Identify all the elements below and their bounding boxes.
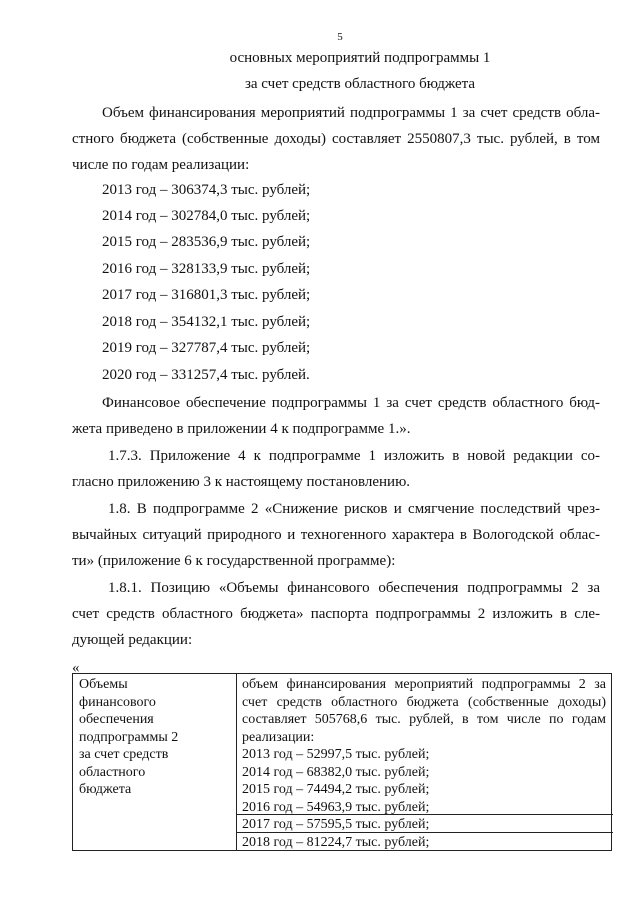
left-cell-line: финансового [79, 694, 156, 710]
text-line: 1.8. В подпрограмме 2 «Снижение рисков и смягчение последствий чрез- [108, 501, 600, 517]
section-heading-line-2: за счет средств областного бюджета [244, 76, 476, 92]
paragraph-1-8-1 [72, 575, 600, 653]
left-cell-line: подпрограммы 2 [79, 729, 179, 745]
section-heading-line-1: основных мероприятий подпрограммы 1 [229, 50, 491, 66]
row-rule [236, 814, 613, 815]
table-right-cell [242, 676, 606, 851]
column-divider [236, 674, 237, 850]
right-cell-year-line: 2013 год – 52997,5 тыс. рублей; [242, 747, 430, 762]
right-cell-year-line: 2017 год – 57595,5 тыс. рублей; [242, 817, 430, 832]
year-line-2017: 2017 год – 316801,3 тыс. рублей; [102, 287, 311, 303]
year-line-2019: 2019 год – 327787,4 тыс. рублей; [102, 340, 311, 356]
left-cell-line: за счет средств [79, 747, 169, 762]
opening-quote-mark: « [72, 660, 80, 676]
paragraph-1-7-3 [72, 443, 600, 495]
year-line-2014: 2014 год – 302784,0 тыс. рублей; [102, 208, 311, 224]
paragraph-support [72, 390, 600, 442]
year-line-2016: 2016 год – 328133,9 тыс. рублей; [102, 261, 311, 277]
year-line-2020: 2020 год – 331257,4 тыс. рублей. [102, 367, 310, 383]
year-line-2015: 2015 год – 283536,9 тыс. рублей; [102, 234, 311, 250]
right-cell-year-line: 2014 год – 68382,0 тыс. рублей; [242, 764, 430, 780]
text-line: счет средств областного бюджета» паспорта подпрограммы 2 изложить в сле- [72, 606, 600, 622]
text-line: 1.8.1. Позицию «Объемы финансового обеспечения подпрограммы 2 за [108, 580, 600, 596]
text-line: гласно приложению 3 к настоящему постановлению. [72, 474, 411, 490]
text-line: Финансовое обеспечение подпрограммы 1 за счет средств областного бюд- [102, 395, 600, 411]
left-cell-line: обеспечения [79, 712, 154, 727]
right-cell-line: объем финансирования мероприятий подпрограммы 2 за [242, 677, 606, 692]
text-line: жета приведено в приложении 4 к подпрограмме 1.». [72, 421, 411, 437]
page-number: 5 [337, 31, 343, 43]
text-line: вычайных ситуаций природного и техногенного характера в Вологодской облас- [72, 527, 600, 543]
left-cell-line: Объемы [79, 677, 128, 692]
left-cell-line: бюджета [79, 782, 132, 797]
text-line: Объем финансирования мероприятий подпрограммы 1 за счет средств обла- [102, 105, 600, 121]
text-line: числе по годам реализации: [72, 157, 250, 173]
text-line: стного бюджета (собственные доходы) составляет 2550807,3 тыс. рублей, в том [72, 131, 600, 147]
table-left-cell [79, 676, 229, 799]
right-cell-year-line: 2016 год – 54963,9 тыс. рублей; [242, 799, 430, 815]
right-cell-line: составляет 505768,6 тыс. рублей, в том числе по годам [242, 712, 606, 727]
paragraph-financing [72, 100, 600, 178]
year-line-2018: 2018 год – 354132,1 тыс. рублей; [102, 314, 311, 330]
text-line: ти» (приложение 6 к государственной программе): [72, 553, 396, 569]
financing-table [72, 673, 612, 851]
right-cell-year-line: 2015 год – 74494,2 тыс. рублей; [242, 782, 430, 797]
right-cell-line: счет средств областного бюджета (собственные доходы) [242, 694, 606, 710]
text-line: дующей редакции: [72, 632, 193, 648]
paragraph-1-8 [72, 496, 600, 574]
left-cell-line: областного [79, 764, 146, 780]
row-rule [236, 832, 613, 833]
right-cell-line: реализации: [242, 729, 315, 745]
right-cell-year-line: 2018 год – 81224,7 тыс. рублей; [242, 834, 430, 850]
year-line-2013: 2013 год – 306374,3 тыс. рублей; [102, 182, 311, 198]
text-line: 1.7.3. Приложение 4 к подпрограмме 1 изложить в новой редакции со- [108, 448, 600, 464]
